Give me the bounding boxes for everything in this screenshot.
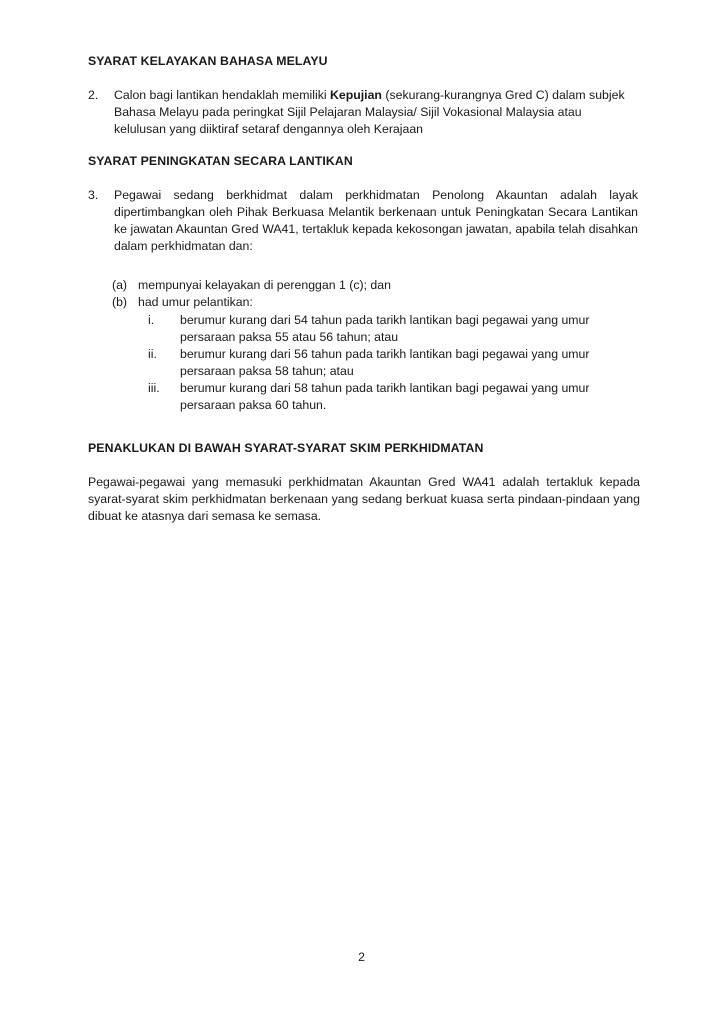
section-heading-bahasa-melayu: SYARAT KELAYAKAN BAHASA MELAYU <box>88 54 328 68</box>
roman-label: iii. <box>148 381 160 395</box>
section-heading-peningkatan: SYARAT PENINGKATAN SECARA LANTIKAN <box>88 154 353 168</box>
roman-label: i. <box>148 313 155 327</box>
roman-label: ii. <box>148 347 157 361</box>
paragraph-number: 2. <box>88 88 99 102</box>
roman-text: berumur kurang dari 58 tahun pada tarikh lantikan bagi pegawai yang umur persaraan paksa 60 tahun. <box>180 381 590 412</box>
text-segment: (sekurang-kurangnya Gred C) dalam subjek Bahasa Melayu pada peringkat Sijil Pelajaran Malaysia/ Sijil Vokasional Malaysia atau kelulusan yang diiktiraf setaraf dengannya oleh Kerajaan <box>114 88 625 136</box>
sub-item-label: (a) <box>112 278 128 292</box>
paragraph-penaklukan: Pegawai-pegawai yang memasuki perkhidmatan Akauntan Gred WA41 adalah tertakluk kepada syarat-syarat skim perkhidmatan berkenaan yang sedang berkuat kuasa serta pindaan-pindaan yang dibuat ke atasnya dari semasa ke semasa. <box>88 475 640 523</box>
paragraph-text <box>114 87 630 138</box>
sub-item-text: had umur pelantikan: <box>138 295 253 309</box>
bold-term: Kepujian <box>330 88 382 102</box>
paragraph-number: 3. <box>88 188 99 202</box>
page-number: 2 <box>358 950 365 964</box>
sub-item-text: mempunyai kelayakan di perenggan 1 (c); dan <box>138 278 391 292</box>
paragraph-text: Pegawai sedang berkhidmat dalam perkhidmatan Penolong Akauntan adalah layak dipertimbangkan oleh Pihak Berkuasa Melantik berkenaan untuk Peningkatan Secara Lantikan ke jawatan Akauntan Gred WA41, tertakluk kepada kekosongan jawatan, apabila telah disahkan dalam perkhidmatan dan: <box>114 188 638 253</box>
text-segment: Calon bagi lantikan hendaklah memiliki <box>114 88 331 102</box>
section-heading-penaklukan: PENAKLUKAN DI BAWAH SYARAT-SYARAT SKIM PERKHIDMATAN <box>88 441 484 455</box>
roman-text: berumur kurang dari 56 tahun pada tarikh lantikan bagi pegawai yang umur persaraan paksa 58 tahun; atau <box>180 347 590 378</box>
roman-text: berumur kurang dari 54 tahun pada tarikh lantikan bagi pegawai yang umur persaraan paksa 55 atau 56 tahun; atau <box>180 313 590 344</box>
sub-item-label: (b) <box>112 295 128 309</box>
